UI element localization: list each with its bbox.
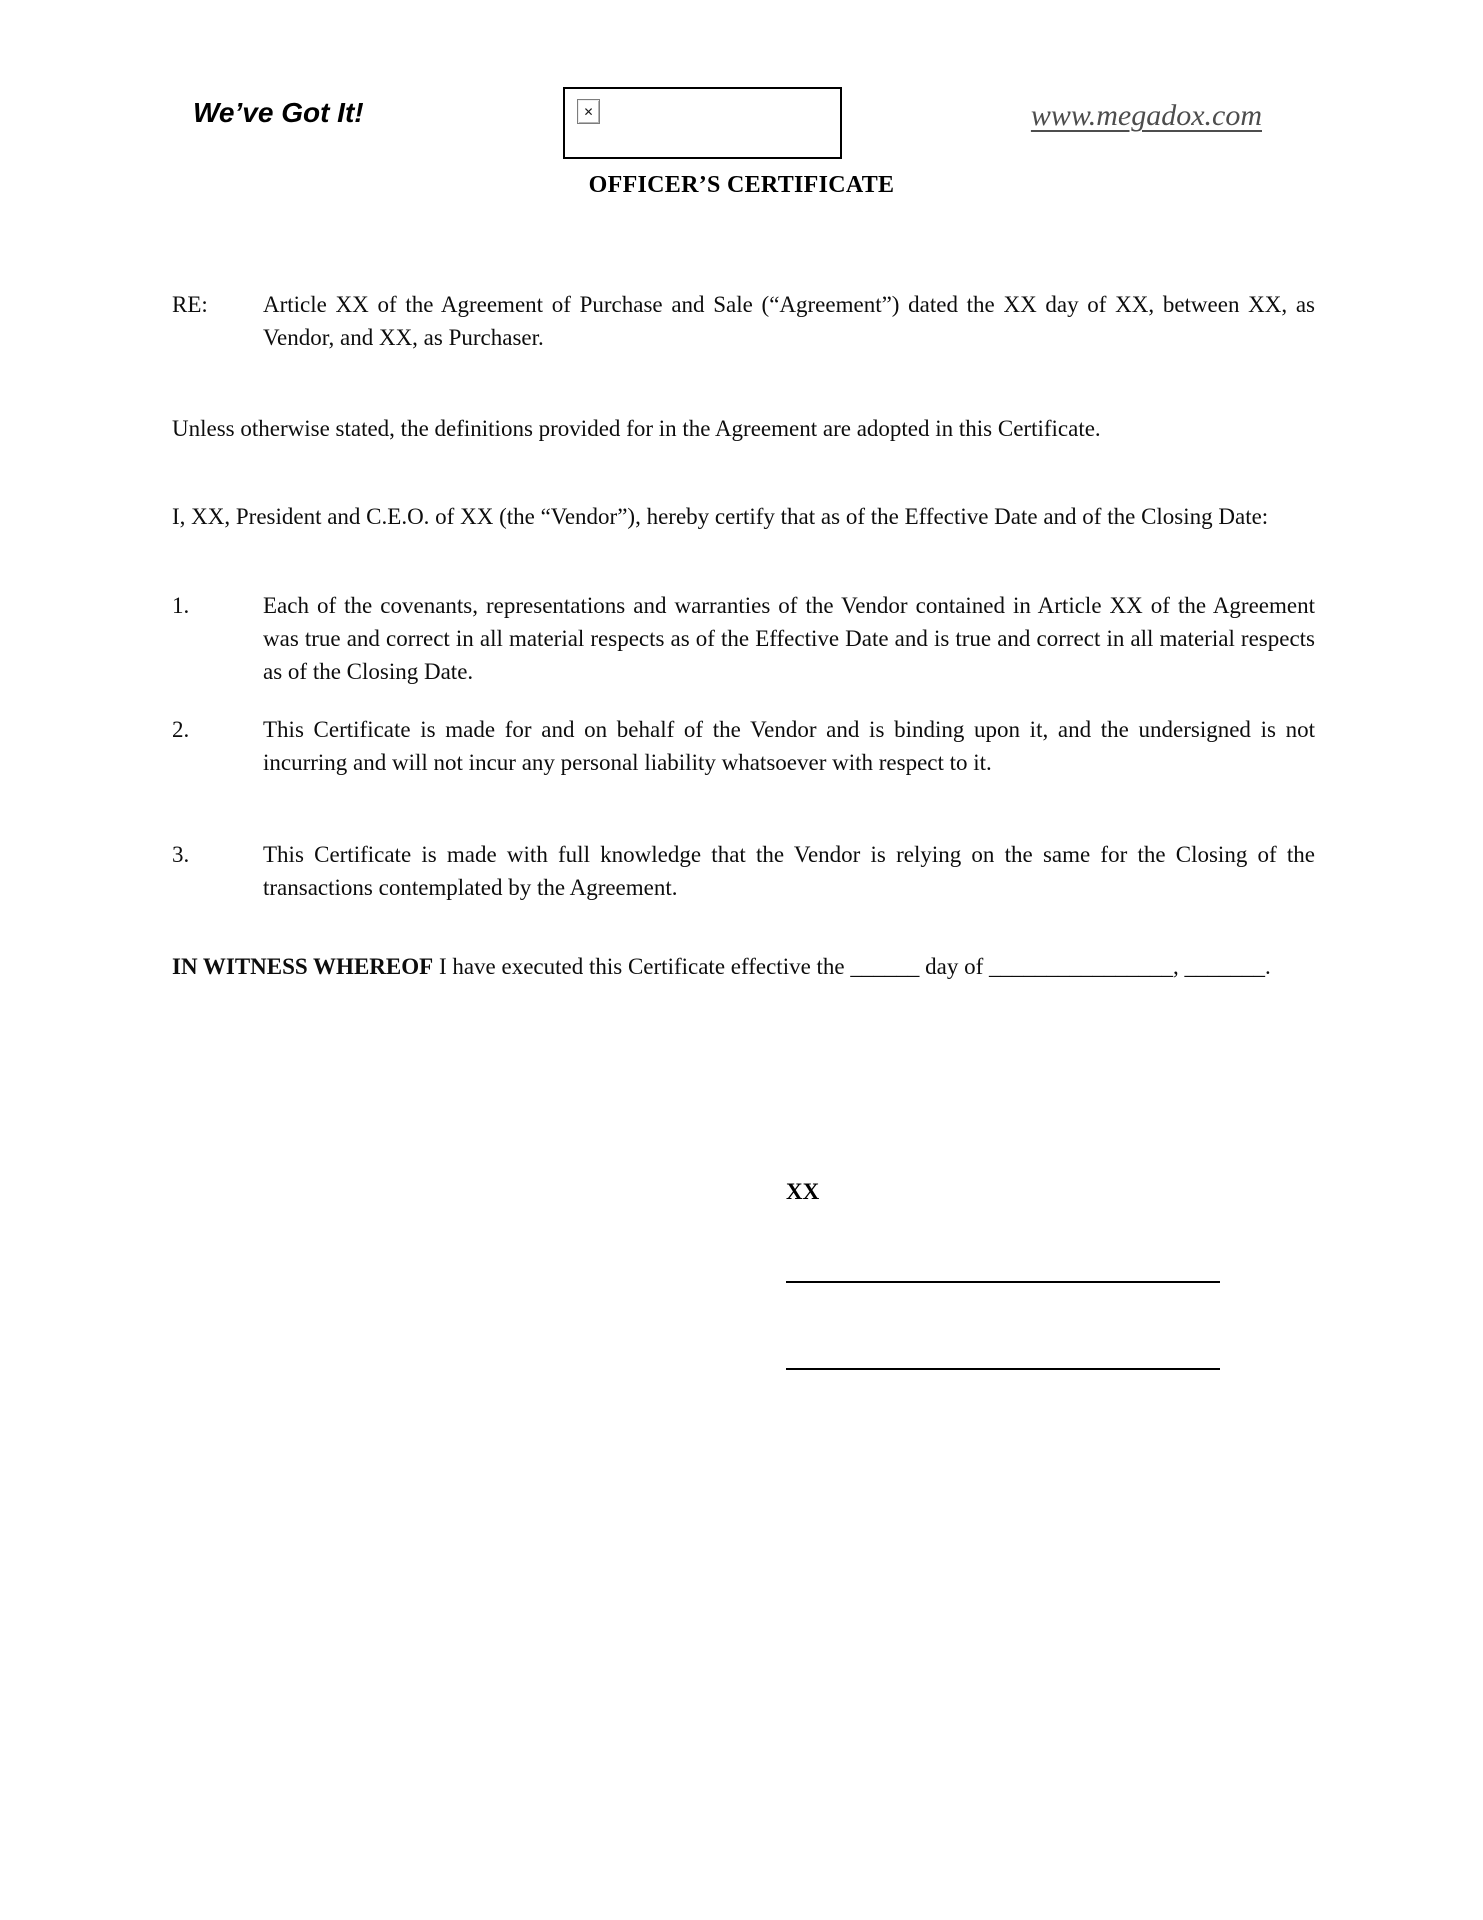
brand-tagline: We’ve Got It! [193,97,364,128]
list-item [172,589,1315,688]
item-text: Each of the covenants, representations and warranties of the Vendor contained in Article XX of the Agreement was true and correct in all material respects as of the Effective Date and is true and correct in all material respects as of the Closing Date. [263,593,1315,684]
year-blank-field: _______ [1184,954,1266,979]
certification-paragraph: I, XX, President and C.E.O. of XX (the “Vendor”), hereby certify that as of the Effective Date and of the Closing Date: [172,504,1269,529]
day-blank-field: ______ [850,954,920,979]
signature-line [786,1368,1220,1370]
witness-lead: IN WITNESS WHEREOF [172,954,434,979]
witness-paragraph [172,950,1315,983]
re-text: Article XX of the Agreement of Purchase and Sale (“Agreement”) dated the XX day of XX, between XX, as Vendor, and XX, as Purchaser. [263,292,1315,350]
re-paragraph [172,288,1315,354]
witness-day-of: day of [919,954,990,979]
witness-body: I have executed this Certificate effective the [433,954,851,979]
item-number: 1. [172,593,190,618]
item-text: This Certificate is made with full knowledge that the Vendor is relying on the same for the Closing of the transactions contemplated by the Agreement. [263,842,1315,900]
signatory-name: XX [786,1179,820,1204]
item-number: 3. [172,842,190,867]
broken-image-icon: ✕ [577,99,600,124]
document-title: OFFICER’S CERTIFICATE [588,172,895,198]
list-item [172,713,1315,779]
re-label: RE: [172,292,208,317]
item-text: This Certificate is made for and on behalf of the Vendor and is binding upon it, and the undersigned is not incurring and will not incur any personal liability whatsoever with respect to it. [263,717,1315,775]
list-item [172,838,1315,904]
image-placeholder [563,87,842,159]
signature-line [786,1281,1220,1283]
month-blank-field: ________________ [989,954,1174,979]
witness-separator: , [1173,954,1185,979]
item-number: 2. [172,717,190,742]
definitions-paragraph: Unless otherwise stated, the definitions provided for in the Agreement are adopted in this Certificate. [172,416,1101,441]
witness-terminator: . [1265,954,1271,979]
website-link[interactable]: www.megadox.com [1030,99,1262,132]
